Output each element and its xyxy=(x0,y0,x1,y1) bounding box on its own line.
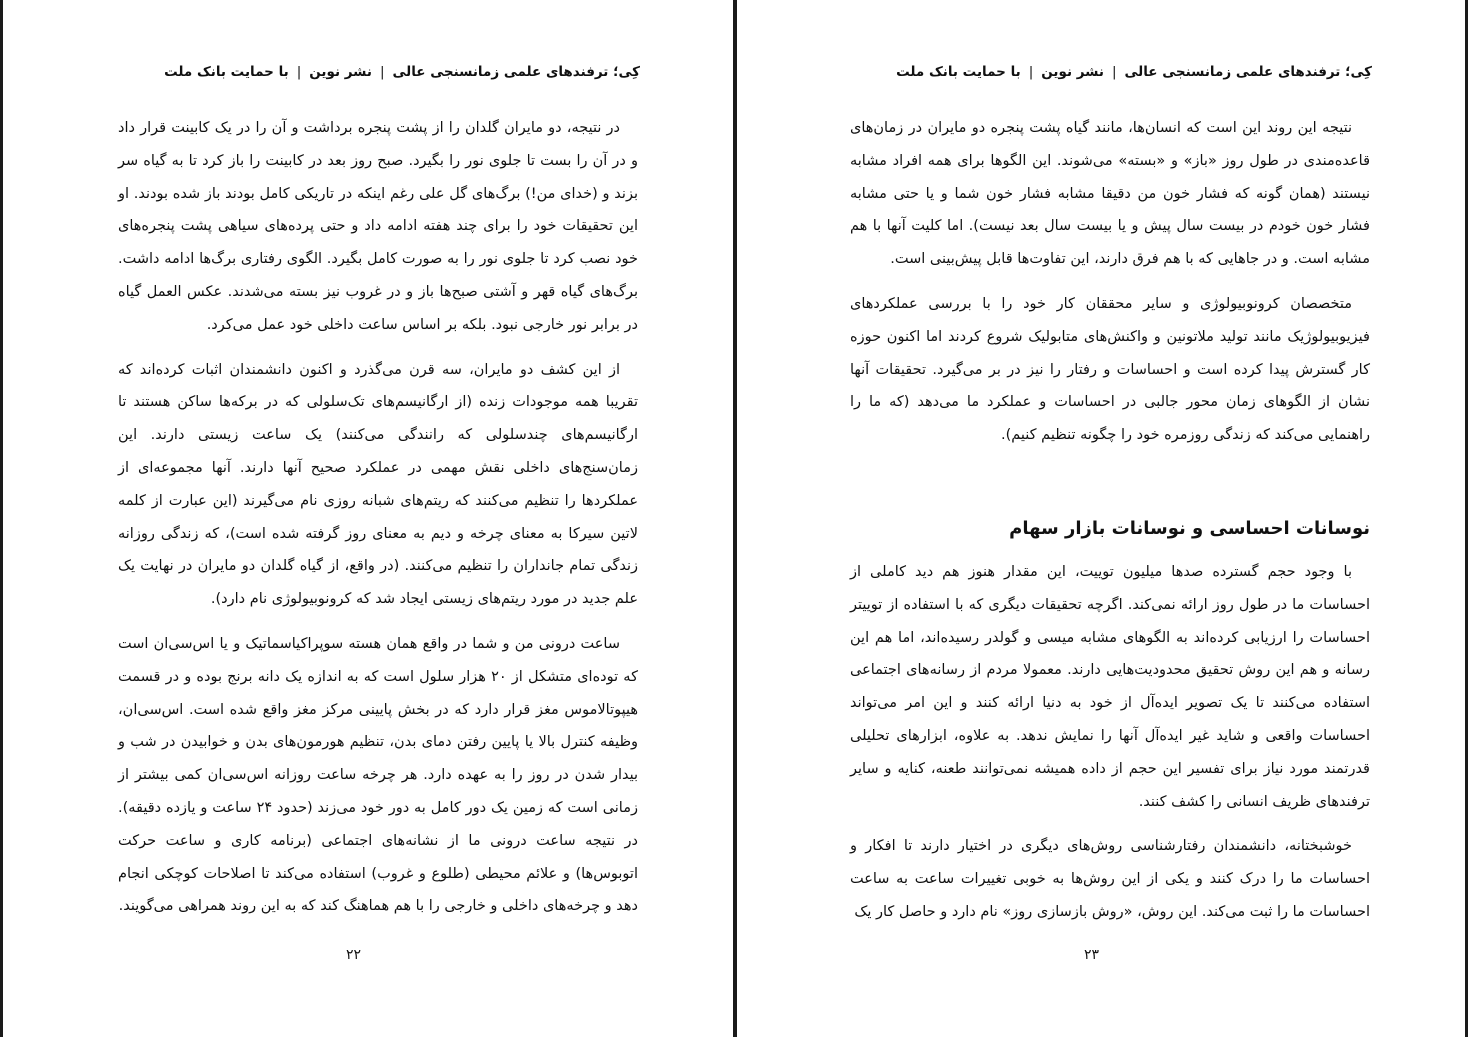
running-header xyxy=(896,64,1372,80)
header-separator: | xyxy=(296,64,302,80)
header-sponsor: با حمایت بانک ملت xyxy=(164,64,289,80)
paragraph: نتیجه این روند این است که انسان‌ها، مانند گیاه پشت پنجره دو مایران در زمان‌های قاعده‌مندی در طول روز «باز» و «بسته» می‌شوند. این الگوها برای همه افراد مشابه نیستند (همان گونه که فشار خون من دقیقا مشابه فشار خون شما و یا حتی مشابه فشار خون خودم در بیست سال پیش و یا بیست سال بعد نیست). اما کلیت آنها با هم مشابه است. و در جاهایی که با هم فرق دارند، این تفاوت‌ها قابل پیش‌بینی است. xyxy=(850,120,1370,268)
header-publisher: نشر نوین xyxy=(1041,64,1104,80)
header-publisher: نشر نوین xyxy=(309,64,372,80)
header-separator: | xyxy=(1028,64,1034,80)
paragraph: خوشبختانه، دانشمندان رفتارشناسی روش‌های دیگری در اختیار دارند تا افکار و احساسات ما را درک کنند و یکی از این روش‌ها به خوبی تغییرات ساعت به ساعت احساسات ما را ثبت می‌کند. این روش، «روش بازسازی روز» نام دارد و حاصل کار یک xyxy=(850,838,1370,920)
page-22 xyxy=(10,0,728,1037)
page-23 xyxy=(742,0,1460,1037)
running-header xyxy=(164,64,640,80)
paragraph: با وجود حجم گسترده صدها میلیون توییت، این مقدار هنوز هم دید کاملی از احساسات ما در طول روز ارائه نمی‌کند. اگرچه تحقیقات دیگری که با استفاده از توییتر احساسات را ارزیابی کرده‌اند به الگوهای مشابه میسی و گولدر رسیده‌اند، اما هم این رسانه و هم این روش تحقیق محدودیت‌هایی دارند. معمولا مردم از رسانه‌های اجتماعی استفاده می‌کنند تا یک تصویر ایده‌آل از خود به دنیا ارائه کنند و این امر می‌تواند احساسات واقعی و شاید غیر ایده‌آل آنها را نمایش ندهد. به علاوه، ابزارهای تحلیلی قدرتمند مورد نیاز برای تفسیر این حجم از داده همیشه نمی‌توانند طعنه، کنایه و سایر ترفندهای ظریف انسانی را کشف کنند. xyxy=(850,563,1370,810)
paragraph: ساعت درونی من و شما در واقع همان هسته سوپراکیاسماتیک و یا اس‌سی‌ان است که توده‌ای متشکل از ۲۰ هزار سلول است که به اندازه یک دانه برنج بوده و در قسمت هیپوتالاموس مغز قرار دارد که در بخش پایینی مرکز مغز واقع شده است. اس‌سی‌ان، وظیفه کنترل بالا یا پایین رفتن دمای بدن، تنظیم هورمون‌های بدن و خوابیدن در شب و بیدار شدن در روز را به عهده دارد. هر چرخه ساعت روزانه اس‌سی‌ان کمی بیشتر از زمانی است که زمین یک دور کامل به دور خود می‌زند (حدود ۲۴ ساعت و یازده دقیقه). در نتیجه ساعت درونی ما از نشانه‌های اجتماعی (برنامه کاری و ساعت حرکت اتوبوس‌ها) و علائم محیطی (طلوع و غروب) استفاده می‌کند تا اصلاحات کوچکی انجام دهد و چرخه‌های داخلی و خارجی را با هم هماهنگ کند که به این روند همراهی می‌گویند. xyxy=(118,635,638,915)
paragraph: از این کشف دو مایران، سه قرن می‌گذرد و اکنون دانشمندان اثبات کرده‌اند که تقریبا همه موجودات زنده (از ارگانیسم‌های تک‌سلولی که در برکه‌ها ساکن هستند تا ارگانیسم‌های چندسلولی که رانندگی می‌کنند) یک ساعت زیستی دارند. این زمان‌سنج‌های داخلی نقش مهمی در عملکرد صحیح آنها دارند. آنها مجموعه‌ای از عملکردها را تنظیم می‌کنند که ریتم‌های شبانه روزی نام می‌گیرند (این عبارت از کلمه لاتین سیرکا به معنای چرخه و دیم به معنای روز گرفته شده است)، که زندگی روزانه زندگی تمام جانداران را تنظیم می‌کنند. (در واقع، از گیاه گلدان دو مایران در نهایت یک علم جدید در مورد ریتم‌های زیستی ایجاد شد که کرونوبیولوژی نام دارد). xyxy=(118,361,638,608)
paragraph: متخصصان کرونوبیولوژی و سایر محققان کار خود را با بررسی عملکردهای فیزیوبیولوژیک مانند تولید ملاتونین و واکنش‌های متابولیک شروع کردند اما اکنون حوزه کار گسترش پیدا کرده است و احساسات و رفتار را نیز در بر می‌گیرد. تحقیقات آنها نشان از الگوهای زمان محور جالبی در احساسات و عملکرد ما می‌دهد (که ما را راهنمایی می‌کند که زندگی روزمره خود را چگونه تنظیم کنیم). xyxy=(850,295,1370,444)
section-heading: نوسانات احساسی و نوسانات بازار سهام xyxy=(1009,517,1370,539)
paragraph: در نتیجه، دو مایران گلدان را از پشت پنجره برداشت و آن را در یک کابینت قرار داد و در آن را بست تا جلوی نور را بگیرد. صبح روز بعد در کابینت را باز کرد تا به گیاه سر بزند و (خدای من!) برگ‌های گل علی رغم اینکه در تاریکی کامل بودند باز شده بودند. او این تحقیقات خود را برای چند هفته ادامه داد و حتی پرده‌های سیاهی پشت پنجره‌های خود نصب کرد تا جلوی نور را به صورت کامل بگیرد. الگوی رفتاری برگ‌ها ادامه داشت. برگ‌های گیاه قهر و آشتی صبح‌ها باز و در غروب نیز بسته می‌شدند. عکس العمل گیاه در برابر نور خارجی نبود. بلکه بر اساس ساعت داخلی خود عمل می‌کرد. xyxy=(118,120,638,333)
page-body xyxy=(118,112,638,935)
page-number: ۲۲ xyxy=(346,947,362,963)
header-separator: | xyxy=(1111,64,1117,80)
page-number: ۲۳ xyxy=(1084,947,1100,963)
header-separator: | xyxy=(379,64,385,80)
book-spine xyxy=(733,0,737,1037)
left-edge xyxy=(0,0,3,1037)
header-title: کِی؛ ترفندهای علمی زمانسنجی عالی xyxy=(1124,64,1372,80)
header-title: کِی؛ ترفندهای علمی زمانسنجی عالی xyxy=(392,64,640,80)
header-sponsor: با حمایت بانک ملت xyxy=(896,64,1021,80)
page-body xyxy=(850,112,1370,941)
